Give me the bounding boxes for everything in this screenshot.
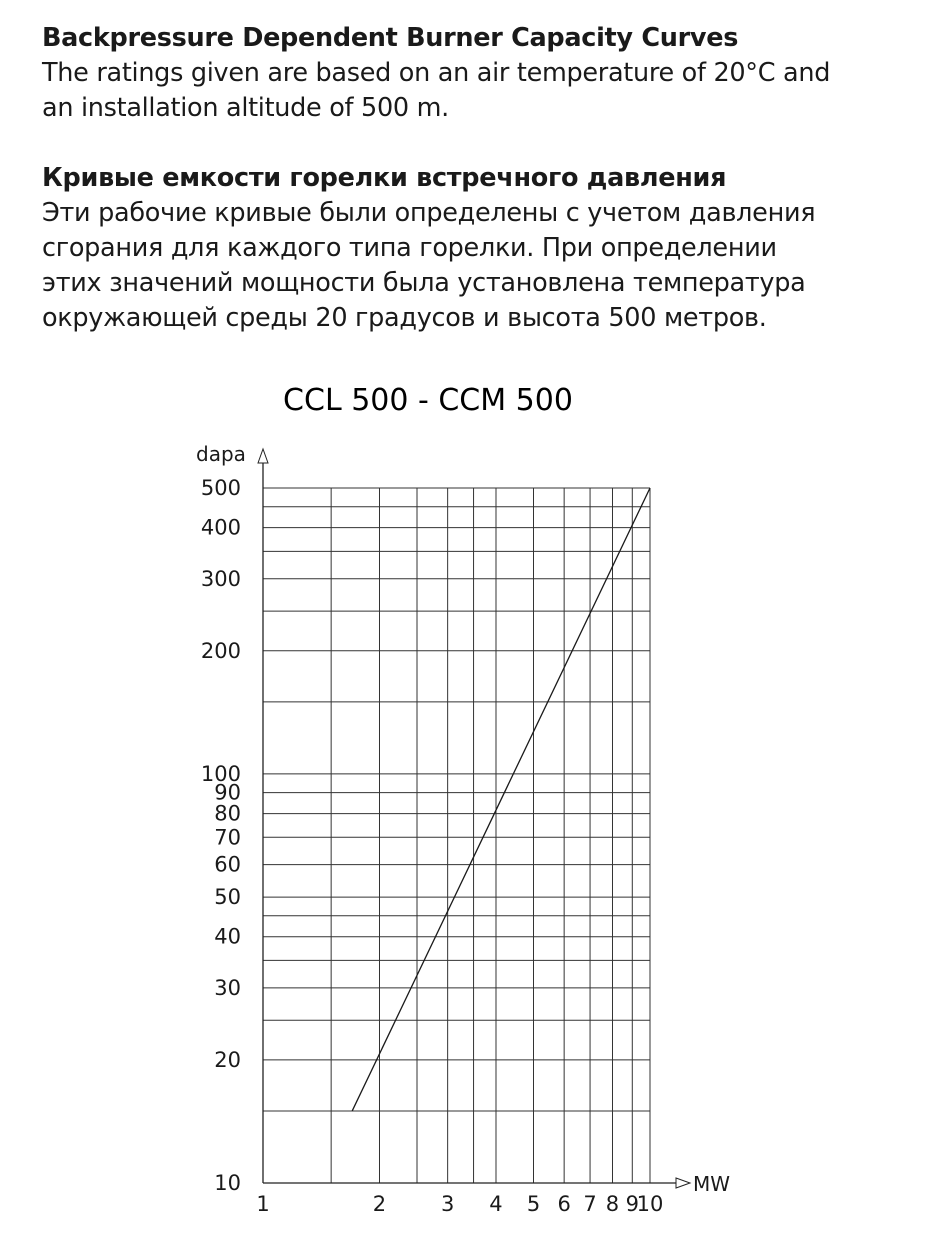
russian-line: Эти рабочие кривые были определены с учетом давления: [42, 198, 816, 228]
y-tick-label: 80: [214, 801, 241, 826]
english-heading: Backpressure Dependent Burner Capacity Curves: [42, 23, 739, 53]
x-tick-label: 10: [636, 1192, 664, 1216]
y-tick-label: 40: [214, 924, 241, 949]
y-tick-label: 10: [214, 1171, 241, 1195]
russian-line: сгорания для каждого типа горелки. При определении: [42, 233, 777, 263]
y-tick-label: 30: [214, 975, 241, 1000]
x-axis-arrow: [676, 1178, 690, 1188]
y-tick-label: 50: [214, 885, 241, 910]
x-tick-label: 7: [583, 1192, 597, 1216]
russian-line: этих значений мощности была установлена температура: [42, 268, 806, 298]
y-tick-label: 60: [214, 852, 241, 877]
chart-series: [352, 488, 650, 1111]
y-tick-label: 300: [200, 566, 241, 591]
chart-grid: [263, 488, 650, 1183]
x-tick-label: 2: [372, 1192, 387, 1216]
x-tick-label: 6: [557, 1192, 571, 1216]
y-tick-label: 200: [200, 638, 241, 663]
x-tick-label: 1: [256, 1192, 270, 1216]
x-tick-label: 5: [526, 1192, 541, 1216]
chart-title: CCL 500 - CCM 500: [283, 383, 573, 418]
russian-heading: Кривые емкости горелки встречного давления: [42, 163, 727, 193]
english-line: The ratings given are based on an air temperature of 20°C and: [42, 58, 831, 88]
y-tick-label: 100: [200, 761, 241, 786]
y-axis-arrow: [258, 449, 268, 463]
english-line: an installation altitude of 500 m.: [42, 93, 449, 123]
capacity-curve: [352, 488, 650, 1111]
y-tick-label: 500: [200, 476, 241, 500]
y-tick-label: 90: [214, 780, 241, 805]
x-axis-label: MW: [693, 1172, 731, 1196]
y-tick-label: 20: [214, 1047, 241, 1072]
x-tick-label: 9: [625, 1192, 639, 1216]
russian-line: окружающей среды 20 градусов и высота 500 метров.: [42, 303, 767, 333]
y-axis-label: dapa: [196, 442, 246, 466]
x-tick-label: 3: [440, 1192, 455, 1216]
x-tick-label: 4: [489, 1192, 503, 1216]
y-tick-label: 400: [200, 515, 241, 540]
y-tick-label: 70: [214, 825, 241, 850]
x-tick-label: 8: [605, 1192, 620, 1216]
